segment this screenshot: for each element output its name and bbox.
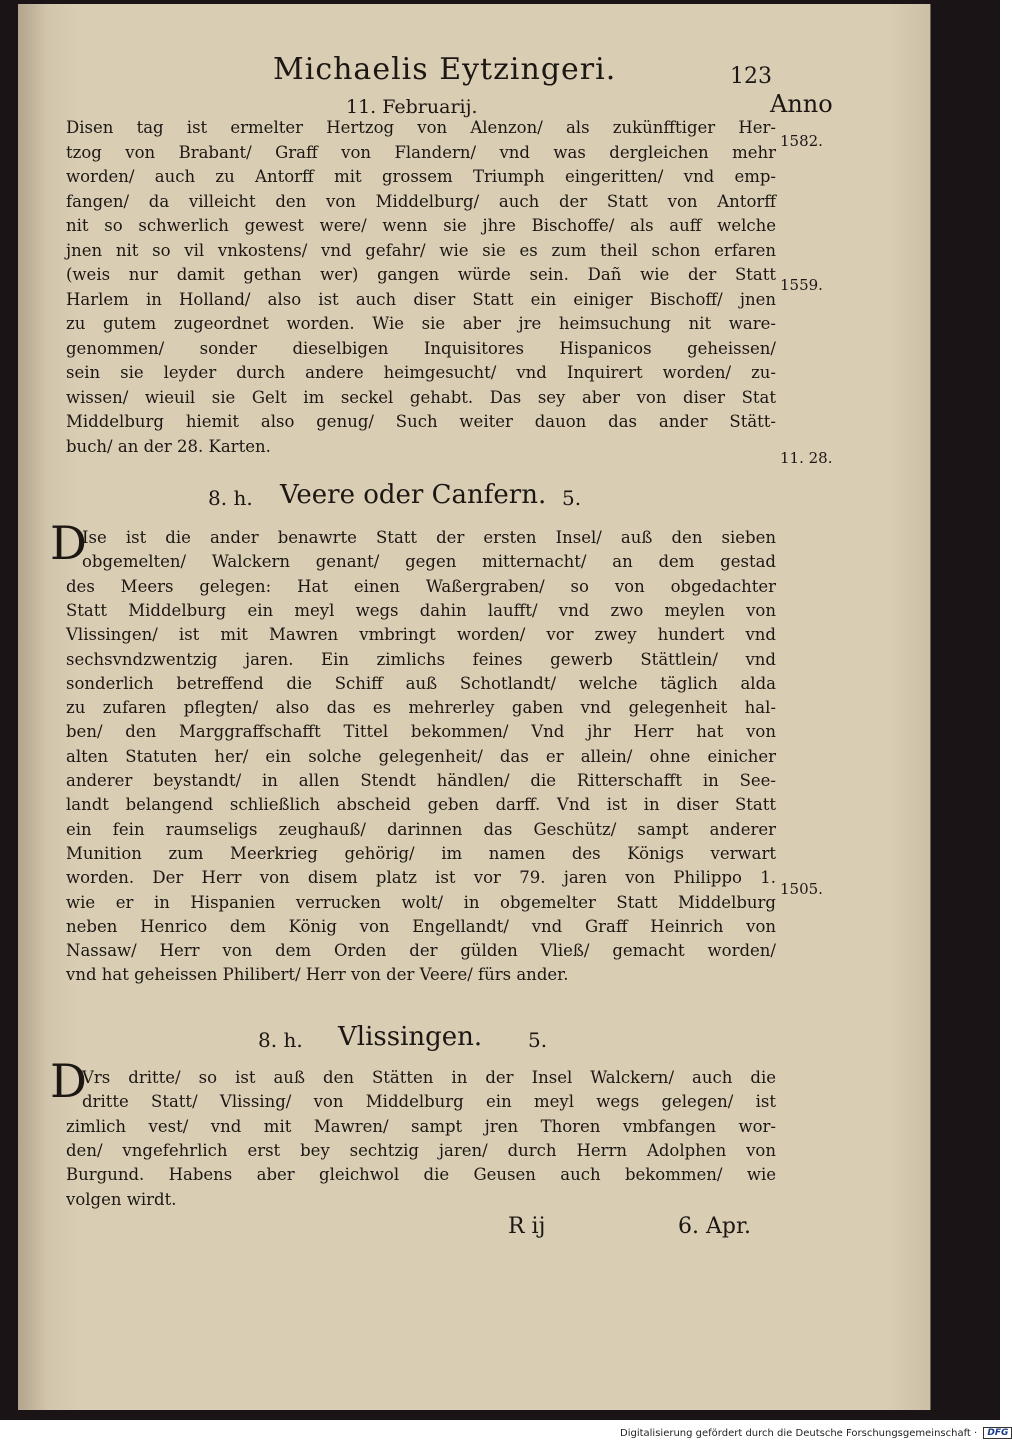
drop-cap: D [50, 516, 87, 570]
margin-note: 11. 28. [780, 449, 833, 467]
text-line: Vrs dritte/ so ist auß den Stätten in der Insel Walckern/ auch die [82, 1068, 776, 1087]
text-line: sechsvndzwentzig jaren. Ein zimlichs feines gewerb Stättlein/ vnd [66, 649, 776, 669]
drop-cap: D [50, 1054, 87, 1108]
text-line: Statt Middelburg ein meyl wegs dahin laufft/ vnd zwo meylen von [66, 600, 776, 620]
text-line: worden. Der Herr von disem platz ist vor 79. jaren von Philippo 1. [66, 868, 776, 888]
dfg-logo: DFG [983, 1427, 1012, 1439]
credit-text: Digitalisierung gefördert durch die Deutsche Forschungsgemeinschaft [620, 1428, 971, 1439]
section-heading: Vlissingen. [338, 1022, 483, 1052]
section-heading-suffix: 5. [528, 1028, 548, 1052]
catchword: 6. Apr. [678, 1214, 752, 1239]
text-line: dritte Statt/ Vlissing/ von Middelburg ein meyl wegs gelegen/ ist [82, 1092, 776, 1112]
text-line: sonderlich betreffend die Schiff auß Schotlandt/ welche täglich alda [66, 673, 776, 693]
text-line: jnen nit so vil vnkostens/ vnd gefahr/ wie sie es zum theil schon erfaren [66, 240, 776, 260]
section-heading-prefix: 8. h. [258, 1028, 303, 1052]
section-heading: Veere oder Canfern. [280, 480, 547, 510]
text-line: zimlich vest/ vnd mit Mawren/ sampt jren Thoren vmbfangen wor- [66, 1116, 776, 1136]
text-line: fangen/ da villeicht den von Middelburg/ auch der Statt von Antorff [66, 191, 776, 211]
text-line: volgen wirdt. [66, 1189, 177, 1209]
margin-note: 1559. [780, 276, 823, 294]
text-line: vnd hat geheissen Philibert/ Herr von der Veere/ fürs ander. [66, 965, 569, 985]
text-line: nit so schwerlich gewest were/ wenn sie jhre Bischoffe/ als auff welche [66, 216, 776, 235]
text-line: sein sie leyder durch andere heimgesucht/ vnd Inquirert worden/ zu- [66, 363, 776, 382]
section-heading-prefix: 8. h. [208, 486, 253, 510]
text-line: des Meers gelegen: Hat einen Waßergraben/ so von obgedachter [66, 576, 776, 596]
text-line: Nassaw/ Herr von dem Orden der gülden Vließ/ gemacht worden/ [66, 941, 776, 961]
text-line: genommen/ sonder dieselbigen Inquisitores Hispanicos geheissen/ [66, 338, 776, 358]
text-line: worden/ auch zu Antorff mit grossem Triumph eingeritten/ vnd emp- [66, 167, 776, 186]
text-line: zu zufaren pflegten/ also das es mehrerley gaben vnd gelegenheit hal- [66, 698, 776, 718]
page-number: 123 [730, 64, 772, 89]
text-line: ein fein raumseligs zeughauß/ darinnen das Geschütz/ sampt anderer [66, 819, 776, 839]
digitization-credit: Digitalisierung gefördert durch die Deutsche Forschungsgemeinschaft · DFG [620, 1427, 992, 1439]
text-line: Burgund. Habens aber gleichwol die Geusen auch bekommen/ wie [66, 1165, 776, 1185]
running-title: Michaelis Eytzingeri. [273, 52, 617, 87]
text-line: buch/ an der 28. Karten. [66, 436, 271, 456]
text-line: tzog von Brabant/ Graff von Flandern/ vnd was dergleichen mehr [66, 142, 776, 162]
text-line: wie er in Hispanien verrucken wolt/ in obgemelter Statt Middelburg [66, 892, 776, 912]
text-line: den/ vngefehrlich erst bey sechtzig jaren/ durch Herrn Adolphen von [66, 1140, 776, 1160]
entry-date: 11. Februarij. [346, 96, 478, 118]
text-line: Munition zum Meerkrieg gehörig/ im namen des Königs verwart [66, 843, 776, 863]
signature-mark: R ij [508, 1214, 546, 1239]
text-line: alten Statuten her/ ein solche gelegenheit/ das er allein/ ohne einicher [66, 746, 776, 766]
text-line: neben Henrico dem König von Engellandt/ vnd Graff Heinrich von [66, 916, 776, 936]
text-line: Harlem in Holland/ also ist auch diser Statt ein einiger Bischoff/ jnen [66, 289, 776, 309]
text-line: Middelburg hiemit also genug/ Such weiter dauon das ander Stätt- [66, 412, 776, 431]
text-line: zu gutem zugeordnet worden. Wie sie aber jre heimsuchung nit ware- [66, 314, 776, 333]
text-line: anderer beystandt/ in allen Stendt händlen/ die Ritterschafft in See- [66, 771, 776, 790]
margin-note: 1582. [780, 132, 823, 150]
text-line: wissen/ wieuil sie Gelt im seckel gehabt. Das sey aber von diser Stat [66, 387, 776, 407]
book-page [18, 4, 931, 1410]
text-line: (weis nur damit gethan wer) gangen würde sein. Dañ wie der Statt [66, 265, 776, 284]
margin-note: 1505. [780, 880, 823, 898]
text-line: landt belangend schließlich abscheid geben darff. Vnd ist in diser Statt [66, 795, 776, 815]
section-heading-suffix: 5. [562, 486, 582, 510]
text-line: ben/ den Marggraffschafft Tittel bekommen/ Vnd jhr Herr hat von [66, 722, 776, 742]
text-line: obgemelten/ Walckern genant/ gegen mitternacht/ an dem gestad [82, 552, 776, 572]
text-line: Vlissingen/ ist mit Mawren vmbringt worden/ vor zwey hundert vnd [66, 625, 776, 645]
text-line: Disen tag ist ermelter Hertzog von Alenzon/ als zukünfftiger Her- [66, 118, 776, 137]
text-line: Ise ist die ander benawrte Statt der ersten Insel/ auß den sieben [82, 528, 776, 547]
anno-label: Anno [770, 90, 833, 118]
